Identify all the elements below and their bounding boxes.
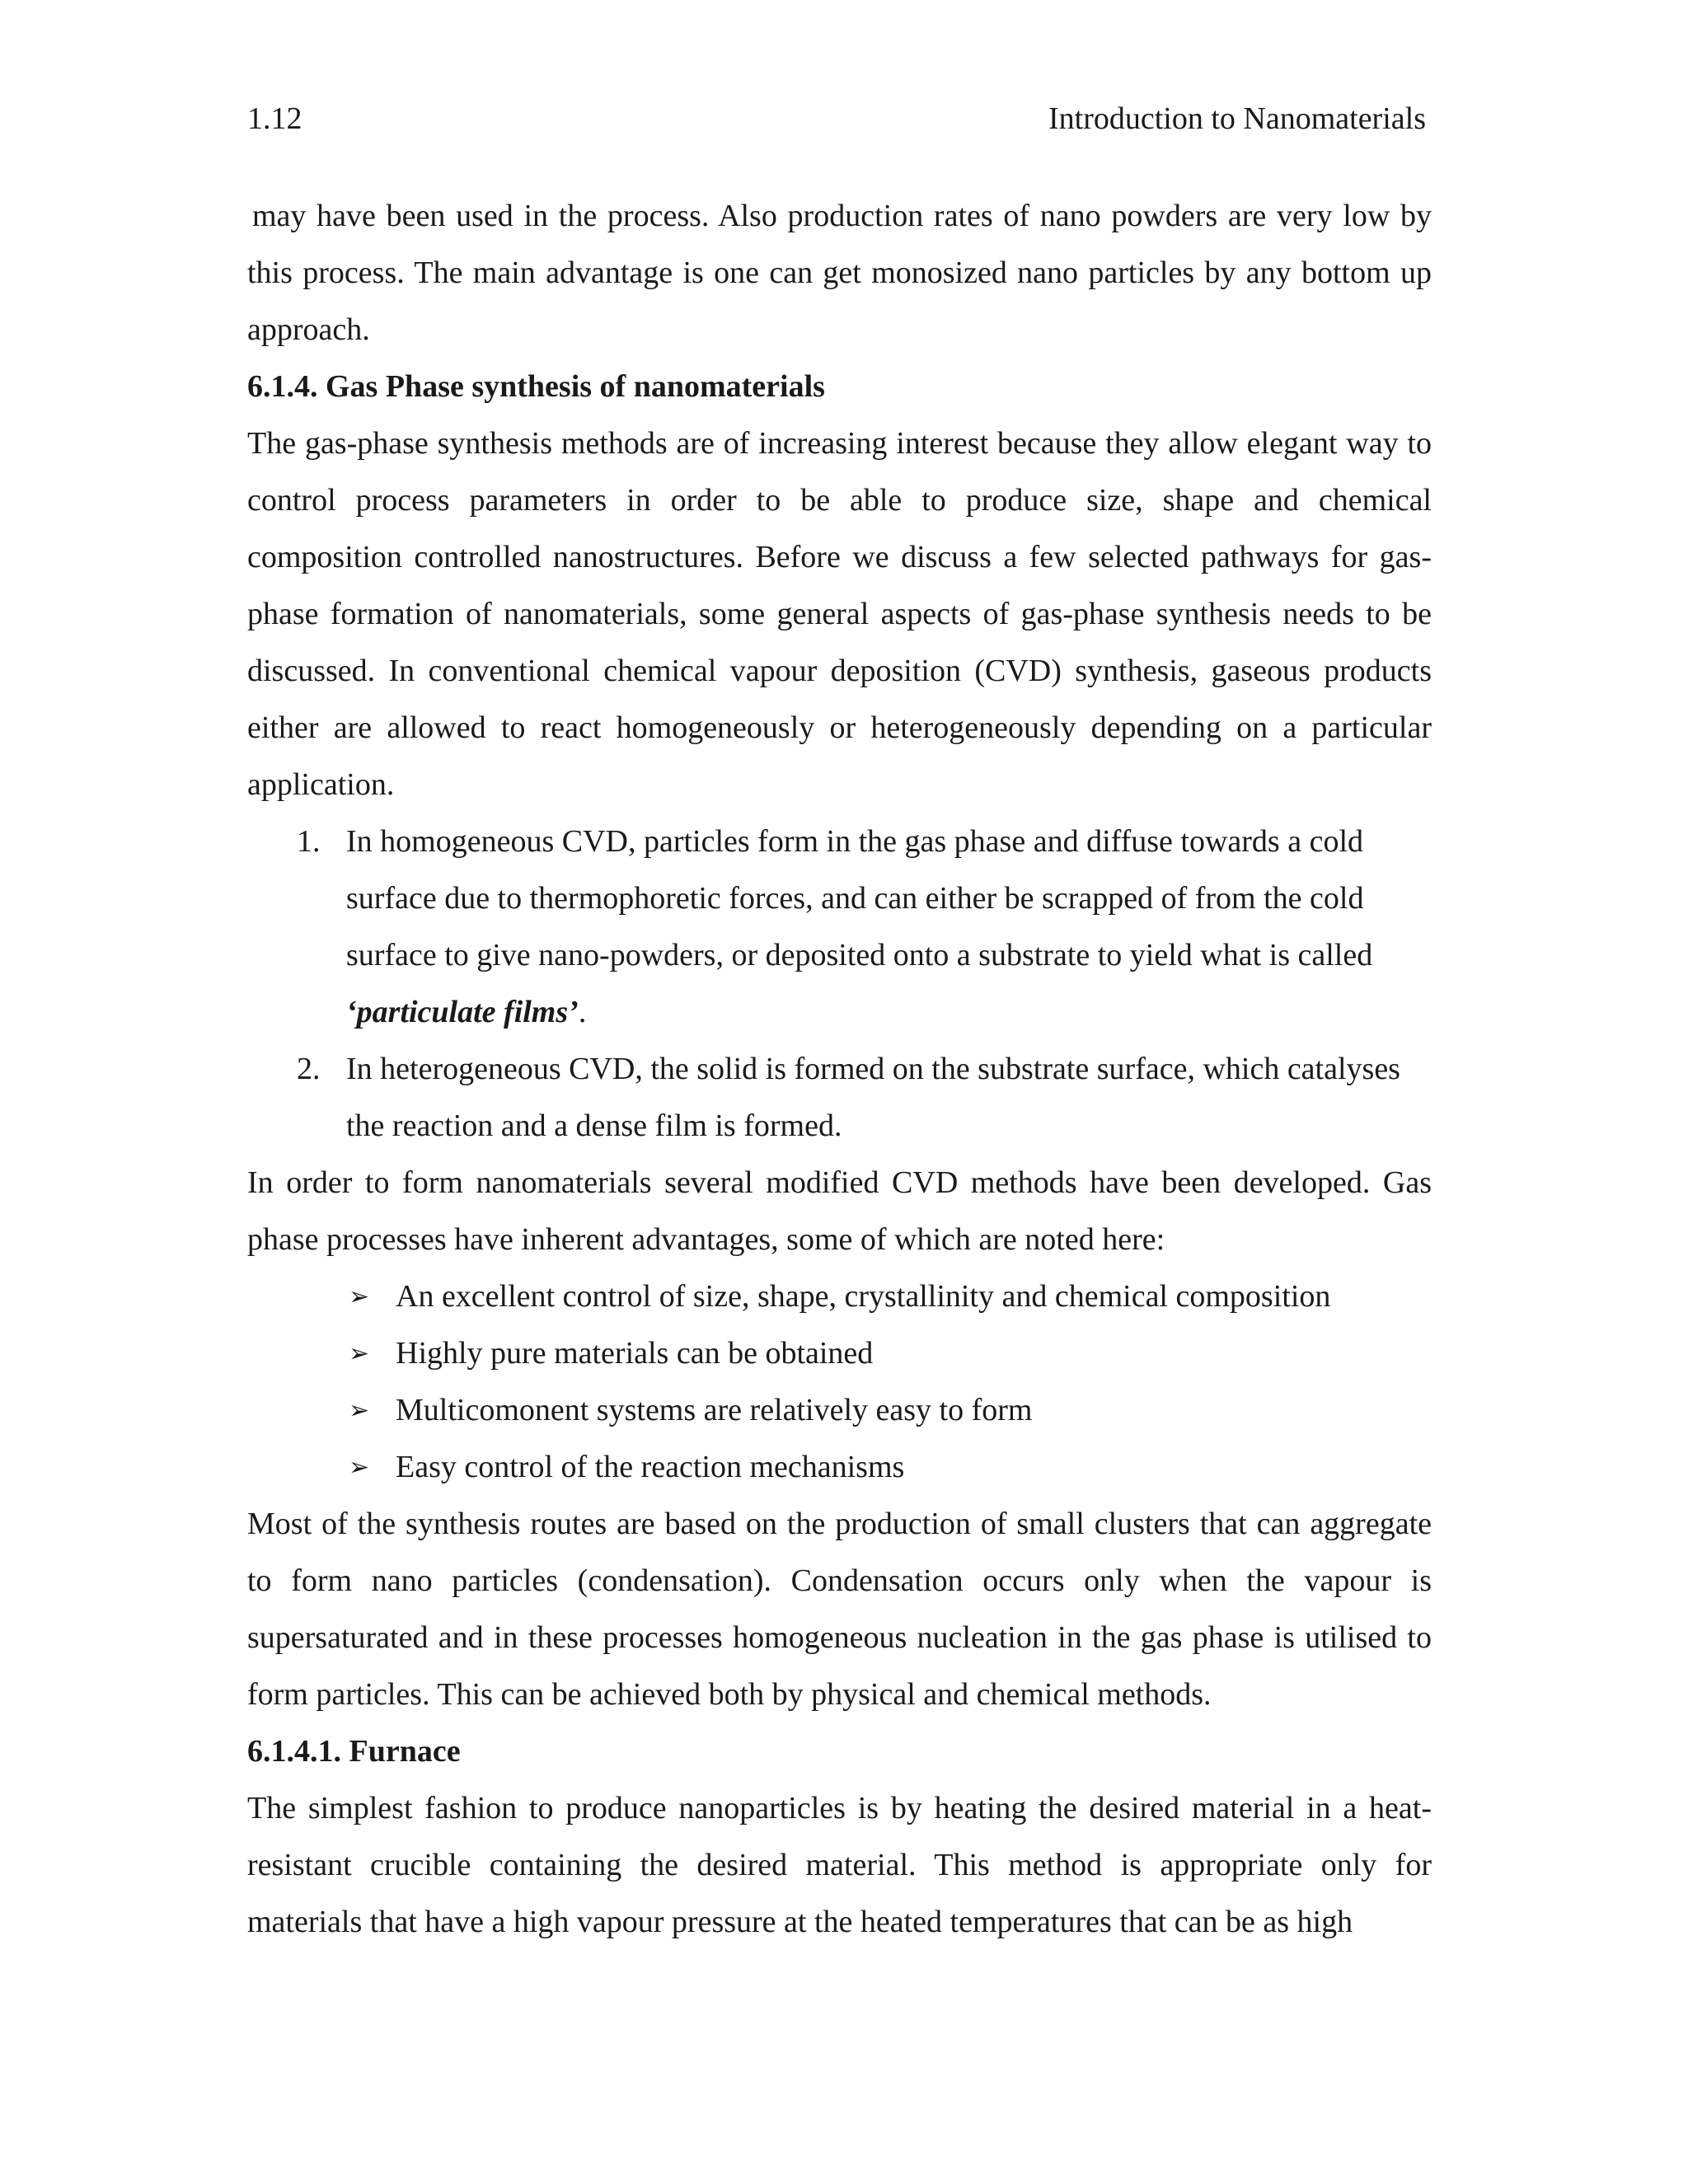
advantage-text: Easy control of the reaction mechanisms: [396, 1450, 905, 1484]
page-number: 1.12: [247, 101, 302, 136]
body-text: [247, 188, 1432, 1951]
arrow-bullet-icon: ➢: [349, 1282, 370, 1311]
paragraph-intro: The gas-phase synthesis methods are of increasing interest because they allow elegant way to control process parameters in order to be able to produce size, shape and chemical composition controlled nanostructures. Before we discuss a few selected pathways for gas-phase formation of nanomaterials, some general aspects of gas-phase synthesis needs to be discussed. In conventional chemical vapour deposition (CVD) synthesis, gaseous products either are allowed to react homogeneously or heterogeneously depending on a particular application.: [247, 426, 1432, 802]
list-item-text: In homogeneous CVD, particles form in the gas phase and diffuse towards a cold surface due to thermophoretic forces, and can either be scrapped of from the cold surface to give nano-powders, or deposited onto a substrate to yield what is called: [346, 824, 1373, 972]
paragraph-advantages: In order to form nanomaterials several modified CVD methods have been developed. Gas phase processes have inherent advantages, some of which are noted here:: [247, 1165, 1432, 1257]
arrow-bullet-icon: ➢: [349, 1453, 370, 1482]
advantage-item: [247, 1268, 1432, 1325]
numbered-list-item: [247, 813, 1432, 1041]
numbered-list-item: [247, 1041, 1432, 1155]
running-title: Introduction to Nanomaterials: [1048, 101, 1426, 136]
list-item-text: In heterogeneous CVD, the solid is formed on the substrate surface, which catalyses the reaction and a dense film is formed.: [346, 1052, 1400, 1143]
paragraph-continued: may have been used in the process. Also production rates of nano powders are very low by this process. The main advantage is one can get monosized nano particles by any bottom up approach.: [247, 199, 1432, 347]
arrow-bullet-icon: ➢: [349, 1339, 370, 1368]
advantage-text: Multicomonent systems are relatively easy to form: [396, 1393, 1033, 1427]
advantages-list: [247, 1268, 1432, 1496]
advantage-text: Highly pure materials can be obtained: [396, 1336, 874, 1371]
advantage-item: [247, 1382, 1432, 1439]
advantage-item: [247, 1325, 1432, 1382]
advantage-item: [247, 1439, 1432, 1496]
list-item-tail: .: [578, 995, 587, 1029]
numbered-list: [247, 813, 1432, 1155]
subsection-heading: 6.1.4.1. Furnace: [247, 1734, 461, 1769]
paragraph-furnace: The simplest fashion to produce nanoparticles is by heating the desired material in a heat-resistant crucible containing the desired material. This method is appropriate only for materials that have a high vapour pressure at the heated temperatures that can be as high: [247, 1791, 1432, 1939]
emphasis-term: ‘particulate films’: [346, 995, 579, 1029]
advantage-text: An excellent control of size, shape, crystallinity and chemical composition: [396, 1279, 1331, 1314]
arrow-bullet-icon: ➢: [349, 1396, 370, 1425]
list-number: 2.: [297, 1052, 321, 1086]
list-number: 1.: [297, 824, 321, 859]
section-heading: 6.1.4. Gas Phase synthesis of nanomaterials: [247, 369, 825, 404]
paragraph-condensation: Most of the synthesis routes are based on the production of small clusters that can aggregate to form nano particles (condensation). Condensation occurs only when the vapour is supersaturated and in these processes homogeneous nucleation in the gas phase is utilised to form particles. This can be achieved both by physical and chemical methods.: [247, 1507, 1432, 1712]
